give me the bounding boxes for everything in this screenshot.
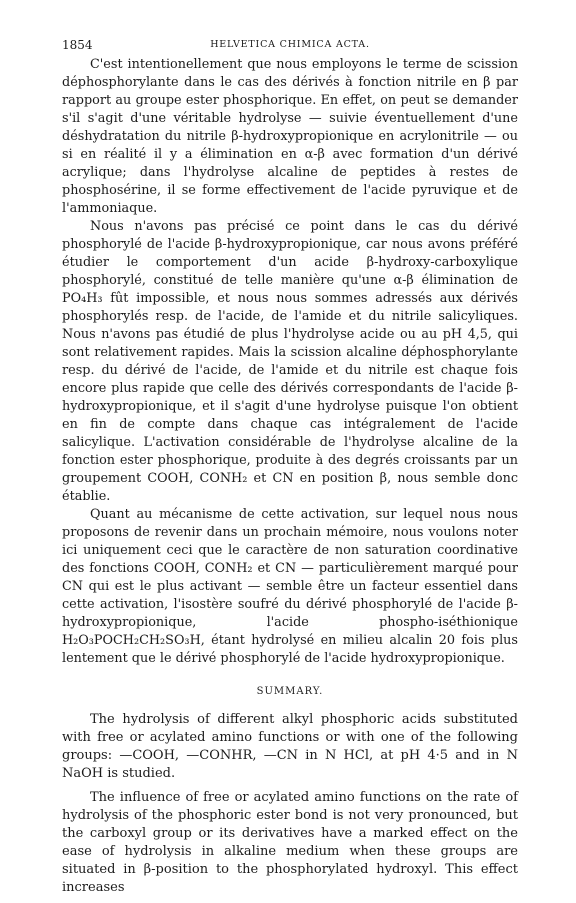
french-text xyxy=(62,56,518,668)
paragraph: Quant au mécanisme de cette activation, sur lequel nous nous proposons de revenir dans un prochain mémoire, nous voulons noter ici uniquement ceci que le caractère de non saturation coordinative des fonctions COOH, CONH₂ et CN — particulièrement marqué pour CN qui est le plus activant — semble être un facteur essentiel dans cette activation, l'isostère soufré du dérivé phosphorylé de l'acide β-hydroxypropionique, l'acide phospho-iséthionique H₂O₃POCH₂CH₂SO₃H, étant hydrolysé en milieu alcalin 20 fois plus lentement que le dérivé phosphorylé de l'acide hydroxypropionique. xyxy=(62,507,518,666)
paragraph: Nous n'avons pas précisé ce point dans le cas du dérivé phosphorylé de l'acide β-hydroxypropionique, car nous avons préféré étudier le comportement d'un acide β-hydroxy-carboxylique phosphorylé, constitué de telle manière qu'une α-β élimination de PO₄H₃ fût impossible, et nous nous sommes adressés aux dérivés phosphorylés resp. de l'acide, de l'amide et du nitrile salicyliques. Nous n'avons pas étudié de plus l'hydrolyse acide ou au pH 4,5, qui sont relativement rapides. Mais la scission alcaline déphosphorylante resp. du dérivé de l'acide, de l'amide et du nitrile est chaque fois encore plus rapide que celle des dérivés correspondants de l'acide β-hydroxypropionique, et il s'agit d'une hydrolyse puisque l'on obtient en fin de compte dans chaque cas intégralement de l'acide salicylique. L'activation considérable de l'hydrolyse alcaline de la fonction ester phosphorique, produite à des degrés croissants par un groupement COOH, CONH₂ et CN en position β, nous semble donc établie. xyxy=(62,219,518,504)
summary-paragraph: The influence of free or acylated amino functions on the rate of hydrolysis of the phosphoric ester bond is not very pronounced, but the carboxyl group or its derivatives have a marked effect on the ease of hydrolysis in alkaline medium when these groups are situated in β-position to the phosphorylated hydroxyl. This effect increases xyxy=(62,790,518,895)
summary-text xyxy=(62,711,518,897)
running-header xyxy=(62,38,518,56)
summary-heading: SUMMARY. xyxy=(256,686,324,697)
journal-title: HELVETICA CHIMICA ACTA. xyxy=(210,39,370,50)
paragraph: C'est intentionellement que nous employons le terme de scission déphosphorylante dans le cas des dérivés à fonction nitrile en β par rapport au groupe ester phosphorique. En effet, on peut se demander s'il s'agit d'une véritable hydrolyse — suivie éventuellement d'une déshydratation du nitrile β-hydroxypropionique en acrylonitrile — ou si en réalité il y a élimination en α-β avec formation d'un dérivé acrylique; dans l'hydrolyse alcaline de peptides à restes de phosphosérine, il se forme effectivement de l'acide pyruvique et de l'ammoniaque. xyxy=(62,57,518,216)
page xyxy=(62,38,518,903)
page-number: 1854 xyxy=(62,38,93,52)
summary-paragraph: The hydrolysis of different alkyl phosphoric acids substituted with free or acylated amino functions or with one of the following groups: —COOH, —CONHR, —CN in N HCl, at pH 4·5 and in N NaOH is studied. xyxy=(62,712,518,781)
